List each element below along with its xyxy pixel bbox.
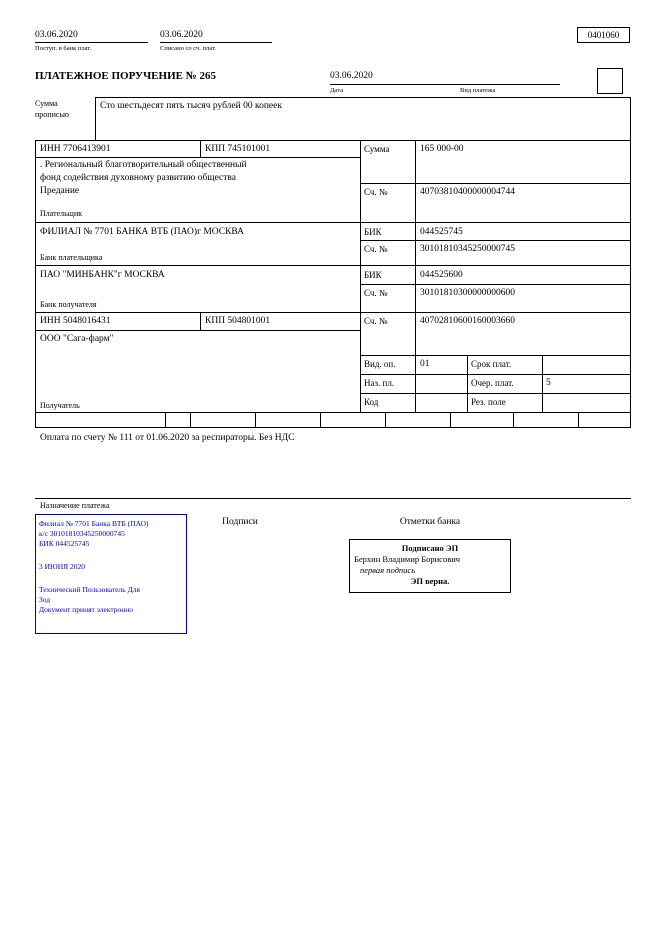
payer-bank-bik: 044525745 xyxy=(420,227,463,237)
grid-line xyxy=(95,97,96,140)
grid-line xyxy=(190,412,191,427)
grid-line xyxy=(35,498,631,499)
amount-in-words: Сто шестьдесят пять тысяч рублей 00 копеек xyxy=(100,101,282,111)
grid-line xyxy=(542,355,543,412)
grid-line xyxy=(320,412,321,427)
bank-marks-header: Отметки банка xyxy=(399,517,461,527)
grid-line xyxy=(385,412,386,427)
grid-line xyxy=(160,42,272,43)
grid-line xyxy=(630,97,631,427)
grid-line xyxy=(360,183,630,184)
date-label: Дата xyxy=(330,87,343,94)
amount-label: Сумма xyxy=(364,144,390,154)
grid-line xyxy=(360,140,361,412)
amount-value: 165 000-00 xyxy=(420,144,464,154)
purpose-code-label: Наз. пл. xyxy=(364,378,395,388)
beneficiary-inn: ИНН 5048016431 xyxy=(40,316,111,326)
beneficiary-account-label: Сч. № xyxy=(364,316,388,326)
grid-line xyxy=(513,412,514,427)
op-kind-label: Вид. оп. xyxy=(364,359,396,369)
stamp-bik: БИК 044525745 xyxy=(39,539,90,548)
grid-line xyxy=(35,140,36,427)
signatures-header: Подписи xyxy=(222,517,258,527)
beneficiary-bank-bik-label: БИК xyxy=(364,270,382,280)
payer-account-label: Сч. № xyxy=(364,187,388,197)
grid-line xyxy=(95,97,630,98)
payer-inn: ИНН 7706413901 xyxy=(40,144,111,154)
beneficiary-bank-section-label: Банк получателя xyxy=(40,300,97,309)
esign-name: Берхин Владимир Борисович xyxy=(354,554,461,564)
priority-value: 5 xyxy=(546,378,551,388)
grid-line xyxy=(360,393,630,394)
grid-line xyxy=(467,355,468,412)
bank-stamp-box xyxy=(35,514,187,634)
esign-box xyxy=(349,539,511,593)
grid-line xyxy=(35,222,631,223)
beneficiary-name: ООО "Сага-фарм" xyxy=(40,334,114,344)
grid-line xyxy=(415,140,416,412)
beneficiary-account: 40702810600160003660 xyxy=(420,316,515,326)
amount-words-label-1: Сумма xyxy=(35,99,58,108)
grid-line xyxy=(35,140,631,141)
stamp-note: Документ принят электронно xyxy=(39,605,134,614)
esign-title: Подписано ЭП xyxy=(401,543,459,553)
grid-line xyxy=(360,355,630,356)
payment-purpose-text: Оплата по счету № 111 от 01.06.2020 за респираторы. Без НДС xyxy=(40,433,295,443)
beneficiary-bank-account-label: Сч. № xyxy=(364,288,388,298)
amount-words-label-2: прописью xyxy=(35,110,70,119)
payment-type-label: Вид платежа xyxy=(460,87,496,94)
grid-line xyxy=(360,240,630,241)
stamp-date: 3 ИЮНЯ 2020 xyxy=(39,562,86,571)
form-code: 0401060 xyxy=(587,30,620,40)
grid-line xyxy=(450,412,451,427)
payer-section-label: Плательщик xyxy=(40,209,83,218)
grid-line xyxy=(360,374,630,375)
payer-name: . Региональный благотворительный общественный фонд содействия духовному развитию общества Предание xyxy=(40,160,247,196)
beneficiary-bank-name: ПАО "МИНБАНК"г МОСКВА xyxy=(40,270,165,280)
grid-line xyxy=(35,42,148,43)
grid-line xyxy=(165,412,166,427)
payer-bank-bik-label: БИК xyxy=(364,227,382,237)
esign-verdict: ЭП верна. xyxy=(410,576,450,586)
document-date: 03.06.2020 xyxy=(330,71,373,81)
payer-account: 40703810400000004744 xyxy=(420,187,515,197)
payer-bank-account: 30101810345250000745 xyxy=(420,244,515,254)
payer-bank-section-label: Банк плательщика xyxy=(40,253,103,262)
grid-line xyxy=(35,157,360,158)
form-code-box xyxy=(577,27,630,43)
esign-subtitle: первая подпись xyxy=(360,565,416,575)
beneficiary-bank-bik: 044525600 xyxy=(420,270,463,280)
received-date-label: Поступ. в банк плат. xyxy=(35,45,92,52)
grid-line xyxy=(330,84,560,85)
reserve-field-label: Рез. поле xyxy=(471,397,506,407)
priority-label: Очер. плат. xyxy=(471,378,514,388)
payment-type-box xyxy=(597,68,623,94)
stamp-user-line-1: Технический Пользователь Для xyxy=(39,585,140,594)
stamp-user-line-2: Зод xyxy=(39,595,51,604)
received-date: 03.06.2020 xyxy=(35,30,78,40)
pay-term-label: Срок плат. xyxy=(471,359,512,369)
payer-kpp: КПП 745101001 xyxy=(205,144,271,154)
stamp-bank-name: Филиал № 7701 Банка ВТБ (ПАО) xyxy=(39,519,149,528)
beneficiary-section-label: Получатель xyxy=(40,401,80,410)
stamp-corr-account: к/с 30101810345250000745 xyxy=(39,529,125,538)
grid-line xyxy=(35,330,360,331)
grid-line xyxy=(35,412,631,413)
beneficiary-kpp: КПП 504801001 xyxy=(205,316,271,326)
payer-bank-name: ФИЛИАЛ № 7701 БАНКА ВТБ (ПАО)г МОСКВА xyxy=(40,227,245,237)
grid-line xyxy=(35,427,631,428)
grid-line xyxy=(578,412,579,427)
debited-date: 03.06.2020 xyxy=(160,30,203,40)
grid-line xyxy=(360,284,630,285)
beneficiary-bank-account: 30101810300000000600 xyxy=(420,288,515,298)
payer-bank-account-label: Сч. № xyxy=(364,244,388,254)
code-label: Код xyxy=(364,397,379,407)
document-title: ПЛАТЕЖНОЕ ПОРУЧЕНИЕ № 265 xyxy=(35,70,217,82)
grid-line xyxy=(200,140,201,157)
grid-line xyxy=(35,312,631,313)
op-kind-value: 01 xyxy=(420,359,430,369)
payment-purpose-label: Назначение платежа xyxy=(40,501,110,510)
grid-line xyxy=(200,312,201,330)
grid-line xyxy=(35,265,631,266)
debited-date-label: Списано со сч. плат. xyxy=(160,45,216,52)
grid-line xyxy=(255,412,256,427)
